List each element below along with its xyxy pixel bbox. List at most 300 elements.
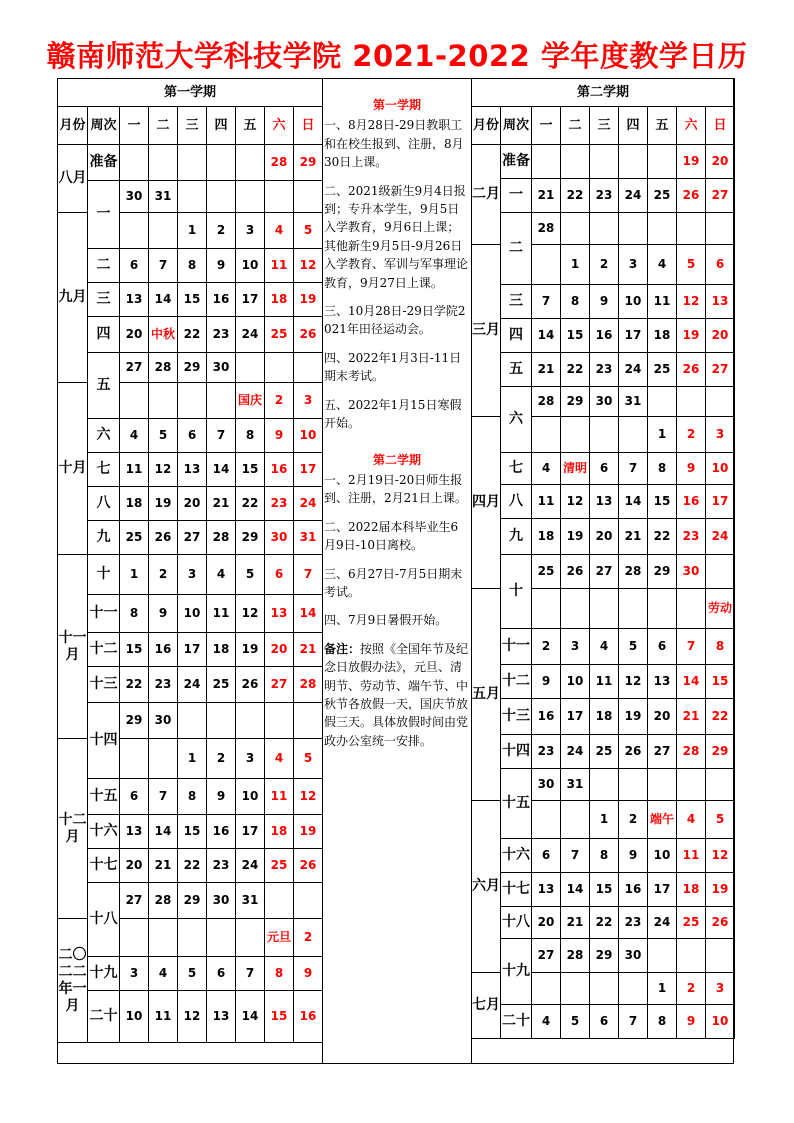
day-cell: 10 — [648, 839, 677, 873]
day-cell: 19 — [619, 699, 648, 735]
calendar-row — [58, 145, 323, 181]
day-cell: 8 — [178, 779, 207, 815]
day-cell: 23 — [677, 519, 706, 555]
day-cell: 24 — [236, 849, 265, 883]
day-cell: 29 — [706, 735, 735, 769]
day-cell: 27 — [648, 735, 677, 769]
month-label: 九月 — [58, 213, 88, 383]
day-cell: 28 — [619, 555, 648, 589]
day-cell: 12 — [294, 249, 323, 283]
day-cell: 28 — [207, 521, 236, 555]
week-label: 十 — [501, 555, 532, 629]
day-cell — [294, 703, 323, 739]
day-cell: 29 — [590, 939, 619, 973]
weekday-header: 四 — [207, 107, 236, 145]
day-cell — [561, 145, 590, 179]
day-cell: 14 — [207, 453, 236, 487]
day-cell — [706, 769, 735, 801]
day-cell: 26 — [677, 179, 706, 213]
day-cell: 10 — [706, 453, 735, 485]
week-label: 八 — [501, 485, 532, 519]
calendar-row — [472, 839, 735, 873]
holiday-cell: 劳动 — [706, 589, 735, 629]
notes-sem1-item: 五、2022年1月15日寒假开始。 — [324, 397, 462, 431]
day-cell: 19 — [294, 283, 323, 317]
day-cell: 28 — [677, 735, 706, 769]
day-cell: 7 — [149, 779, 178, 815]
day-cell: 17 — [294, 453, 323, 487]
day-cell: 9 — [532, 665, 561, 699]
month-label: 七月 — [472, 973, 501, 1039]
day-cell: 9 — [294, 957, 323, 991]
calendar-row — [472, 319, 735, 353]
day-cell: 25 — [590, 735, 619, 769]
day-cell: 31 — [561, 769, 590, 801]
day-cell: 8 — [648, 453, 677, 485]
day-cell: 19 — [561, 519, 590, 555]
day-cell — [590, 769, 619, 801]
day-cell — [178, 383, 207, 419]
day-cell: 6 — [532, 839, 561, 873]
day-cell: 24 — [619, 353, 648, 387]
day-cell: 20 — [178, 487, 207, 521]
day-cell: 12 — [561, 485, 590, 519]
day-cell: 5 — [294, 213, 323, 249]
day-cell — [648, 387, 677, 417]
day-cell: 9 — [265, 419, 294, 453]
day-cell: 12 — [149, 453, 178, 487]
day-cell: 17 — [561, 699, 590, 735]
day-cell: 6 — [590, 453, 619, 485]
month-label: 五月 — [472, 589, 501, 801]
calendar-row — [58, 779, 323, 815]
day-cell: 1 — [120, 555, 149, 595]
day-cell — [590, 213, 619, 245]
day-cell: 30 — [532, 769, 561, 801]
week-label: 九 — [501, 519, 532, 555]
day-cell — [120, 213, 149, 249]
weekday-header: 四 — [619, 107, 648, 145]
calendar-row — [472, 769, 735, 801]
week-label: 十一 — [501, 629, 532, 665]
day-cell: 9 — [207, 779, 236, 815]
week-label: 九 — [88, 521, 120, 555]
week-label: 二十 — [88, 991, 120, 1043]
day-cell: 6 — [207, 957, 236, 991]
day-cell: 8 — [561, 285, 590, 319]
weekday-header: 日 — [706, 107, 735, 145]
weekday-header: 五 — [236, 107, 265, 145]
weekday-header: 一 — [532, 107, 561, 145]
day-cell: 26 — [149, 521, 178, 555]
day-cell: 7 — [207, 419, 236, 453]
day-cell: 26 — [706, 907, 735, 939]
week-label: 准备 — [501, 145, 532, 179]
weekday-header: 六 — [265, 107, 294, 145]
month-column-header: 月份 — [58, 107, 88, 145]
day-cell — [294, 883, 323, 919]
week-label: 十六 — [501, 839, 532, 873]
day-cell: 12 — [619, 665, 648, 699]
day-cell: 16 — [294, 991, 323, 1043]
holiday-cell: 清明 — [561, 453, 590, 485]
day-cell — [677, 939, 706, 973]
weekday-header: 三 — [178, 107, 207, 145]
day-cell: 6 — [648, 629, 677, 665]
day-cell: 1 — [648, 973, 677, 1005]
day-cell: 21 — [561, 907, 590, 939]
day-cell: 29 — [178, 883, 207, 919]
day-cell: 27 — [120, 883, 149, 919]
day-cell: 21 — [619, 519, 648, 555]
day-cell — [532, 245, 561, 285]
day-cell: 21 — [207, 487, 236, 521]
day-cell: 20 — [706, 145, 735, 179]
day-cell: 10 — [619, 285, 648, 319]
week-label: 准备 — [88, 145, 120, 181]
day-cell — [590, 589, 619, 629]
day-cell: 16 — [149, 633, 178, 667]
calendar-row — [58, 849, 323, 883]
week-label: 十九 — [88, 957, 120, 991]
day-cell: 4 — [677, 801, 706, 839]
calendar-row — [58, 595, 323, 633]
day-cell: 7 — [561, 839, 590, 873]
day-cell — [648, 589, 677, 629]
day-cell: 29 — [561, 387, 590, 417]
day-cell: 5 — [178, 957, 207, 991]
weekday-header: 六 — [677, 107, 706, 145]
day-cell: 20 — [648, 699, 677, 735]
week-label: 二十 — [501, 1005, 532, 1039]
notes-remark — [324, 640, 470, 750]
week-label: 十三 — [88, 667, 120, 703]
semester2-calendar — [471, 78, 735, 1039]
holiday-cell: 端午 — [648, 801, 677, 839]
day-cell: 29 — [178, 353, 207, 383]
holiday-cell: 元旦 — [265, 919, 294, 957]
notes-sem1-heading: 第一学期 — [372, 98, 421, 112]
day-cell: 2 — [590, 245, 619, 285]
day-cell: 27 — [706, 353, 735, 387]
day-cell: 25 — [648, 179, 677, 213]
day-cell — [561, 589, 590, 629]
calendar-row — [472, 485, 735, 519]
day-cell: 14 — [236, 991, 265, 1043]
day-cell — [120, 739, 149, 779]
day-cell: 4 — [532, 1005, 561, 1039]
day-cell: 22 — [590, 907, 619, 939]
day-cell: 6 — [265, 555, 294, 595]
day-cell — [532, 801, 561, 839]
day-cell: 2 — [265, 383, 294, 419]
day-cell: 13 — [590, 485, 619, 519]
day-cell: 11 — [590, 665, 619, 699]
day-cell: 10 — [294, 419, 323, 453]
day-cell: 20 — [120, 317, 149, 353]
day-cell: 16 — [532, 699, 561, 735]
day-cell: 27 — [265, 667, 294, 703]
day-cell: 11 — [265, 779, 294, 815]
month-label: 四月 — [472, 417, 501, 589]
calendar-row — [58, 487, 323, 521]
week-label: 十五 — [501, 769, 532, 839]
day-cell: 11 — [207, 595, 236, 633]
day-cell: 12 — [706, 839, 735, 873]
week-label: 十九 — [501, 939, 532, 1005]
day-cell: 9 — [677, 1005, 706, 1039]
calendar-row — [58, 283, 323, 317]
day-cell: 26 — [561, 555, 590, 589]
day-cell: 14 — [149, 815, 178, 849]
day-cell: 7 — [619, 453, 648, 485]
day-cell: 15 — [706, 665, 735, 699]
day-cell: 8 — [236, 419, 265, 453]
week-label: 十七 — [88, 849, 120, 883]
day-cell: 20 — [590, 519, 619, 555]
day-cell: 28 — [294, 667, 323, 703]
day-cell — [236, 181, 265, 213]
week-label: 四 — [88, 317, 120, 353]
day-cell: 1 — [178, 739, 207, 779]
day-cell — [561, 213, 590, 245]
day-cell: 24 — [648, 907, 677, 939]
calendar-row — [58, 815, 323, 849]
week-label: 十四 — [88, 703, 120, 779]
calendar-row — [472, 453, 735, 485]
notes-sem1-item: 一、8月28日-29日教职工和在校生报到、注册，8月30日上课。 — [324, 118, 464, 170]
day-cell: 25 — [532, 555, 561, 589]
day-cell: 3 — [561, 629, 590, 665]
day-cell: 18 — [648, 319, 677, 353]
month-label: 十月 — [58, 383, 88, 555]
week-label: 二 — [88, 249, 120, 283]
day-cell — [706, 555, 735, 589]
day-cell: 15 — [265, 991, 294, 1043]
notes-remark-label: 备注： — [324, 641, 361, 656]
day-cell: 4 — [207, 555, 236, 595]
calendar-row — [472, 387, 735, 417]
day-cell: 1 — [178, 213, 207, 249]
day-cell: 7 — [532, 285, 561, 319]
day-cell: 5 — [619, 629, 648, 665]
day-cell: 19 — [706, 873, 735, 907]
day-cell: 24 — [294, 487, 323, 521]
day-cell: 26 — [677, 353, 706, 387]
semester-heading: 第二学期 — [472, 79, 735, 107]
day-cell: 28 — [532, 213, 561, 245]
week-label: 二 — [501, 213, 532, 285]
day-cell — [619, 769, 648, 801]
day-cell: 30 — [265, 521, 294, 555]
day-cell: 4 — [590, 629, 619, 665]
day-cell: 17 — [648, 873, 677, 907]
day-cell: 17 — [619, 319, 648, 353]
day-cell — [561, 973, 590, 1005]
day-cell — [677, 213, 706, 245]
day-cell: 24 — [619, 179, 648, 213]
day-cell: 12 — [236, 595, 265, 633]
day-cell: 15 — [561, 319, 590, 353]
day-cell — [648, 939, 677, 973]
weekday-header: 三 — [590, 107, 619, 145]
notes-sem2-item: 四、7月9日暑假开始。 — [324, 613, 448, 628]
notes-sem2-item: 三、6月27日-7月5日期末考试。 — [324, 566, 463, 599]
day-cell: 3 — [619, 245, 648, 285]
day-cell: 16 — [677, 485, 706, 519]
day-cell — [149, 919, 178, 957]
notes-sem2-heading: 第二学期 — [372, 452, 421, 467]
day-cell: 6 — [120, 249, 149, 283]
day-cell: 23 — [619, 907, 648, 939]
day-cell: 16 — [207, 815, 236, 849]
day-cell — [294, 181, 323, 213]
day-cell: 31 — [236, 883, 265, 919]
day-cell: 25 — [265, 849, 294, 883]
day-cell — [532, 589, 561, 629]
day-cell — [532, 973, 561, 1005]
day-cell — [619, 145, 648, 179]
day-cell: 22 — [120, 667, 149, 703]
day-cell: 8 — [265, 957, 294, 991]
day-cell: 18 — [265, 283, 294, 317]
day-cell: 28 — [149, 353, 178, 383]
day-cell: 30 — [149, 703, 178, 739]
day-cell: 3 — [236, 739, 265, 779]
day-cell: 8 — [120, 595, 149, 633]
day-cell: 1 — [561, 245, 590, 285]
calendar-row — [472, 907, 735, 939]
day-cell — [590, 973, 619, 1005]
day-cell: 10 — [236, 779, 265, 815]
day-cell — [149, 145, 178, 181]
week-label: 一 — [501, 179, 532, 213]
day-cell — [648, 769, 677, 801]
day-cell: 26 — [294, 317, 323, 353]
day-cell: 2 — [207, 213, 236, 249]
day-cell: 26 — [236, 667, 265, 703]
calendar-row — [58, 521, 323, 555]
day-cell: 8 — [706, 629, 735, 665]
day-cell — [677, 769, 706, 801]
day-cell: 26 — [294, 849, 323, 883]
week-label: 一 — [88, 181, 120, 249]
day-cell: 29 — [648, 555, 677, 589]
day-cell: 21 — [677, 699, 706, 735]
calendar-row — [58, 249, 323, 283]
day-cell: 19 — [294, 815, 323, 849]
day-cell: 24 — [561, 735, 590, 769]
day-cell: 15 — [178, 283, 207, 317]
day-cell — [236, 145, 265, 181]
day-cell: 23 — [265, 487, 294, 521]
day-cell: 19 — [677, 319, 706, 353]
day-cell — [149, 739, 178, 779]
day-cell: 3 — [120, 957, 149, 991]
day-cell: 15 — [236, 453, 265, 487]
day-cell: 18 — [677, 873, 706, 907]
week-label: 十七 — [501, 873, 532, 907]
calendar-row — [472, 735, 735, 769]
day-cell: 31 — [294, 521, 323, 555]
day-cell: 14 — [677, 665, 706, 699]
day-cell: 6 — [706, 245, 735, 285]
day-cell: 15 — [120, 633, 149, 667]
weekday-header: 一 — [120, 107, 149, 145]
day-cell: 3 — [178, 555, 207, 595]
day-cell — [590, 145, 619, 179]
month-column-header: 月份 — [472, 107, 501, 145]
week-label: 六 — [88, 419, 120, 453]
day-cell: 4 — [149, 957, 178, 991]
day-cell: 18 — [207, 633, 236, 667]
notes-sem2-item: 二、2022届本科毕业生6月9日-10日离校。 — [324, 519, 459, 553]
week-label: 十六 — [88, 815, 120, 849]
day-cell — [265, 353, 294, 383]
day-cell: 12 — [294, 779, 323, 815]
day-cell: 29 — [236, 521, 265, 555]
day-cell: 15 — [178, 815, 207, 849]
calendar-row — [58, 667, 323, 703]
day-cell: 13 — [207, 991, 236, 1043]
day-cell: 9 — [619, 839, 648, 873]
weekday-header: 五 — [648, 107, 677, 145]
day-cell — [120, 919, 149, 957]
day-cell: 11 — [648, 285, 677, 319]
day-cell: 16 — [590, 319, 619, 353]
day-cell: 25 — [265, 317, 294, 353]
week-label: 七 — [88, 453, 120, 487]
day-cell: 2 — [294, 919, 323, 957]
day-cell — [677, 387, 706, 417]
day-cell: 3 — [236, 213, 265, 249]
notes-panel — [324, 96, 470, 760]
day-cell: 13 — [265, 595, 294, 633]
week-label: 四 — [501, 319, 532, 353]
day-cell — [207, 703, 236, 739]
calendar-row — [472, 629, 735, 665]
day-cell: 14 — [619, 485, 648, 519]
day-cell — [265, 703, 294, 739]
day-cell: 18 — [532, 519, 561, 555]
day-cell — [561, 801, 590, 839]
notes-sem1-item: 二、2021级新生9月4日报到；专升本学生，9月5日入学教育，9月6日上课；其他新生9月5日-9月26日入学教育、军训与军事理论教育，9月27日上课。 — [324, 183, 469, 290]
day-cell: 18 — [265, 815, 294, 849]
day-cell: 20 — [532, 907, 561, 939]
day-cell: 3 — [294, 383, 323, 419]
day-cell — [619, 213, 648, 245]
day-cell: 9 — [677, 453, 706, 485]
day-cell — [207, 145, 236, 181]
day-cell — [561, 417, 590, 453]
day-cell: 3 — [706, 417, 735, 453]
day-cell: 9 — [590, 285, 619, 319]
day-cell: 5 — [294, 739, 323, 779]
day-cell: 23 — [532, 735, 561, 769]
day-cell — [294, 353, 323, 383]
day-cell: 11 — [532, 485, 561, 519]
day-cell: 19 — [236, 633, 265, 667]
day-cell: 4 — [648, 245, 677, 285]
calendar-row — [58, 633, 323, 667]
day-cell: 31 — [149, 181, 178, 213]
day-cell: 30 — [677, 555, 706, 589]
day-cell — [706, 387, 735, 417]
day-cell: 6 — [590, 1005, 619, 1039]
day-cell: 28 — [532, 387, 561, 417]
day-cell: 23 — [207, 317, 236, 353]
week-label: 三 — [501, 285, 532, 319]
